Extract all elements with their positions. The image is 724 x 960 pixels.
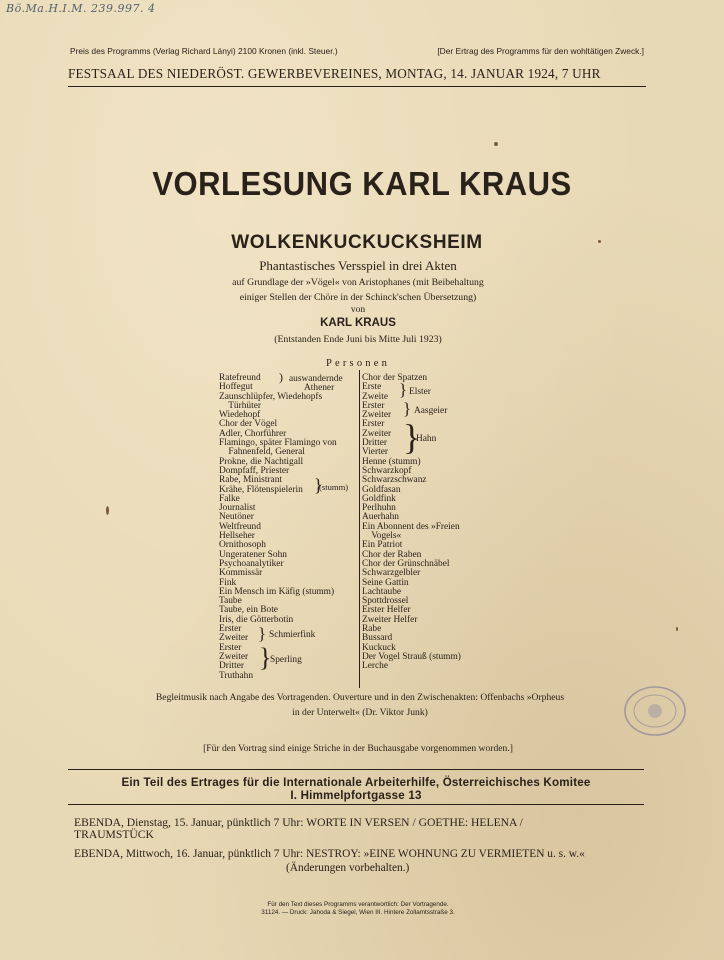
cast-member: Flamingo, später Flamingo von <box>219 438 337 449</box>
cast-member: Zaunschlüpfer, Wiedehopfs <box>219 391 323 402</box>
cast-member: Dritter <box>219 661 244 672</box>
next-event-2-line2: (Änderungen vorbehalten.) <box>286 862 410 874</box>
cast-member: Prokne, die Nachtigall <box>219 456 304 467</box>
brace-icon: ) <box>279 370 283 384</box>
cast-member: Zweiter <box>362 410 392 421</box>
group-label-elster: Elster <box>409 387 431 397</box>
next-event-2-line1: EBENDA, Mittwoch, 16. Januar, pünktlich 7 Uhr: NESTROY: »EINE WOHNUNG ZU VERMIETEN u. s. w.« <box>74 848 585 860</box>
cast-member: Fahnenfeld, General <box>219 447 305 458</box>
cast-member: Dritter <box>362 438 387 449</box>
cast-divider <box>359 370 360 688</box>
main-title: VORLESUNG KARL KRAUS <box>152 164 572 203</box>
cast-member: Psychoanalytiker <box>219 558 284 569</box>
cast-member: Perlhuhn <box>362 503 396 514</box>
brace-icon: } <box>259 643 272 672</box>
next-event-1-line1: EBENDA, Dienstag, 15. Januar, pünktlich 7 Uhr: WORTE IN VERSEN / GOETHE: HELENA / <box>74 816 523 829</box>
charity-note: [Der Ertrag des Programms für den wohltätigen Zweck.] <box>437 46 644 56</box>
cast-member: Erste <box>362 382 382 393</box>
paper-speck <box>494 142 498 146</box>
cast-member: Der Vogel Strauß (stumm) <box>362 651 461 662</box>
group-label-hahn: Hahn <box>416 434 437 444</box>
play-subtitle: Phantastisches Versspiel in drei Akten <box>259 258 457 273</box>
footer-line1: Für den Text dieses Programms verantwortlich: Der Vortragende. <box>267 901 449 908</box>
cast-member: Goldfink <box>362 493 396 504</box>
cast-member: Truthahn <box>219 670 254 681</box>
footer-imprint <box>0 901 716 917</box>
paper-speck <box>598 240 601 243</box>
divider-rule <box>68 86 646 87</box>
play-title: WOLKENKUCKUCKSHEIM <box>231 232 483 253</box>
cast-member: Goldfasan <box>362 484 401 495</box>
group-label-aasgeier: Aasgeier <box>414 406 448 416</box>
cast-member: Chor der Raben <box>362 549 422 560</box>
play-dates: (Entstanden Ende Juni bis Mitte Juli 1923) <box>274 334 442 345</box>
cast-member: Schwarzschwanz <box>362 475 427 486</box>
play-basis-line1: auf Grundlage der »Vögel« von Aristophanes (mit Beibehaltung <box>232 277 484 288</box>
footer-line2: 31124. — Druck: Jahoda & Siegel, Wien III. Hintere Zollamtsstraße 3. <box>261 909 455 917</box>
cast-member: Adler, Chorführer <box>219 428 287 439</box>
cast-member: Henne (stumm) <box>362 456 421 467</box>
cast-member: Ratefreund <box>219 373 261 383</box>
cast-member: Erster <box>219 624 242 635</box>
brace-icon: } <box>403 399 412 418</box>
cuts-note: [Für den Vortrag sind einige Striche in der Buchausgabe vorgenommen worden.] <box>203 743 513 754</box>
cast-member: Hoffegut <box>219 382 253 393</box>
cast-member: Vogels« <box>362 531 402 542</box>
brace-icon: } <box>258 624 267 643</box>
cast-member: Ornithosoph <box>219 540 266 551</box>
cast-member: Spottdrossel <box>362 596 409 607</box>
cast-member: Falke <box>219 493 240 504</box>
play-von: von <box>350 305 366 315</box>
group-label-athener-a: auswandernde <box>289 374 343 384</box>
cast-member: Zweiter <box>362 428 392 439</box>
proceeds-line1: Ein Teil des Ertrages für die Internationale Arbeiterhilfe, Österreichisches Komitee <box>121 776 591 789</box>
cast-member: Türhüter <box>219 400 262 411</box>
cast-member: Zweiter <box>219 651 249 662</box>
divider-rule <box>68 804 644 805</box>
cast-member: Iris, die Götterbotin <box>219 614 294 625</box>
cast-member: Rabe <box>362 624 382 635</box>
cast-member: Erster <box>219 642 242 653</box>
brace-icon: } <box>314 475 323 495</box>
group-label-stumm: (stumm) <box>319 482 349 492</box>
cast-member: Fink <box>219 577 237 588</box>
group-label-sperling: Sperling <box>270 655 302 665</box>
cast-member: Neutöner <box>219 512 254 523</box>
group-label-athener-b: Athener <box>304 383 335 393</box>
cast-member: Lerche <box>362 661 389 672</box>
play-basis-line2: einiger Stellen der Chöre in der Schinck'schen Übersetzung) <box>239 292 477 303</box>
cast-member: Kuckuck <box>362 642 396 653</box>
library-stamp-icon <box>620 682 690 740</box>
next-event-1 <box>74 817 646 841</box>
handwritten-shelfmark: Bö.Ma.H.I.M. 239.997. 4 <box>6 2 156 15</box>
cast-heading: Personen <box>325 358 391 369</box>
cast-member: Rabe, Ministrant <box>219 475 283 486</box>
proceeds-line2: I. Himmelpfortgasse 13 <box>290 789 422 802</box>
cast-member: Chor der Grünschnäbel <box>362 558 450 569</box>
cast-member: Zweite <box>362 391 389 402</box>
price-note: Preis des Programms (Verlag Richard Lányi) 2100 Kronen (inkl. Steuer.) <box>70 46 338 56</box>
cast-member: Erster <box>362 400 385 411</box>
cast-member: Zweiter Helfer <box>362 614 418 625</box>
cast-member: Ungeratener Sohn <box>219 549 287 560</box>
cast-member: Auerhahn <box>362 512 399 523</box>
cast-member: Schwarzgelbler <box>362 568 421 579</box>
cast-member: Journalist <box>219 503 256 514</box>
next-event-1-line2: TRAUMSTÜCK <box>74 828 154 841</box>
cast-member: Ein Patriot <box>362 540 403 551</box>
cast-member: Vierter <box>362 447 388 458</box>
brace-icon: } <box>399 380 408 399</box>
music-line2: in der Unterwelt« (Dr. Viktor Junk) <box>292 707 428 718</box>
cast-member: Hellseher <box>219 531 255 542</box>
paper-speck <box>676 627 678 631</box>
music-note <box>110 690 610 720</box>
cast-member: Erster <box>362 419 385 430</box>
cast-member: Krähe, Flötenspielerin <box>219 484 303 495</box>
cast-member: Erster Helfer <box>362 605 411 616</box>
play-author: KARL KRAUS <box>320 317 396 329</box>
cast-member: Wiedehopf <box>219 410 261 421</box>
cast-member: Ein Mensch im Käfig (stumm) <box>219 586 335 597</box>
next-event-2 <box>74 847 646 875</box>
group-label-schmierfink: Schmierfink <box>269 630 316 640</box>
cast-member: Seine Gattin <box>362 577 409 588</box>
music-line1: Begleitmusik nach Angabe des Vortragenden. Ouverture und in den Zwischenakten: Offenbachs »Orpheus <box>155 692 565 703</box>
cast-member: Taube, ein Bote <box>219 605 278 616</box>
cast-member: Bussard <box>362 633 393 644</box>
cast-member: Lachtaube <box>362 586 402 597</box>
proceeds-note <box>68 776 644 802</box>
paper-speck <box>106 506 109 515</box>
cast-member: Weltfreund <box>219 521 261 532</box>
cast-member: Kommissär <box>219 568 263 579</box>
cast-member: Chor der Vögel <box>219 419 278 430</box>
cast-member: Dompfaff, Priester <box>219 465 290 476</box>
cast-member: Ein Abonnent des »Freien <box>362 521 460 532</box>
divider-rule <box>68 769 644 770</box>
cast-member: Chor der Spatzen <box>362 373 428 383</box>
cast-member: Zweiter <box>219 633 249 644</box>
cast-member: Taube <box>219 596 242 607</box>
venue-line: FESTSAAL DES NIEDERÖST. GEWERBEVEREINES, MONTAG, 14. JANUAR 1924, 7 UHR <box>68 66 601 81</box>
cast-member: Schwarzkopf <box>362 465 412 476</box>
brace-icon: } <box>403 417 421 457</box>
